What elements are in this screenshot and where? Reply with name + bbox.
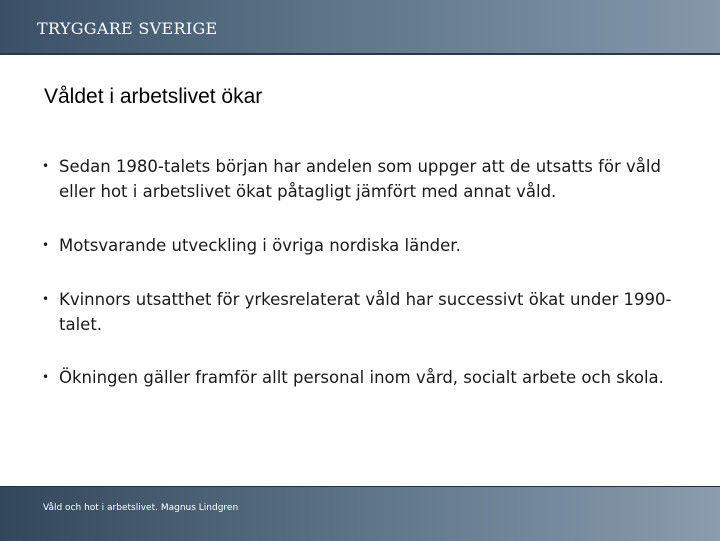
bullet-marker: •: [42, 159, 50, 173]
bullet-marker: •: [42, 292, 50, 306]
bullet-item: [42, 287, 682, 337]
bullet-text: Sedan 1980-talets början har andelen som uppger att de utsatts för våld eller hot i arbetslivet ökat påtagligt jämfört med annat våld.: [59, 157, 661, 201]
bullet-text: Kvinnors utsatthet för yrkesrelaterat våld har successivt ökat under 1990-talet.: [59, 290, 672, 334]
bullet-marker: •: [42, 370, 50, 384]
bullet-text: Motsvarande utveckling i övriga nordiska länder.: [59, 236, 461, 255]
bullet-item: [42, 233, 682, 258]
slide-title: Våldet i arbetslivet ökar: [44, 85, 263, 108]
header-divider: [0, 53, 720, 55]
bullet-list: [42, 154, 682, 419]
bullet-text: Ökningen gäller framför allt personal inom vård, socialt arbete och skola.: [59, 368, 664, 387]
bullet-item: [42, 365, 682, 390]
bullet-marker: •: [42, 238, 50, 252]
bullet-item: [42, 154, 682, 204]
footer-text: Våld och hot i arbetslivet. Magnus Lindgren: [43, 503, 239, 513]
brand-logo: TRYGGARE SVERIGE: [37, 19, 218, 38]
